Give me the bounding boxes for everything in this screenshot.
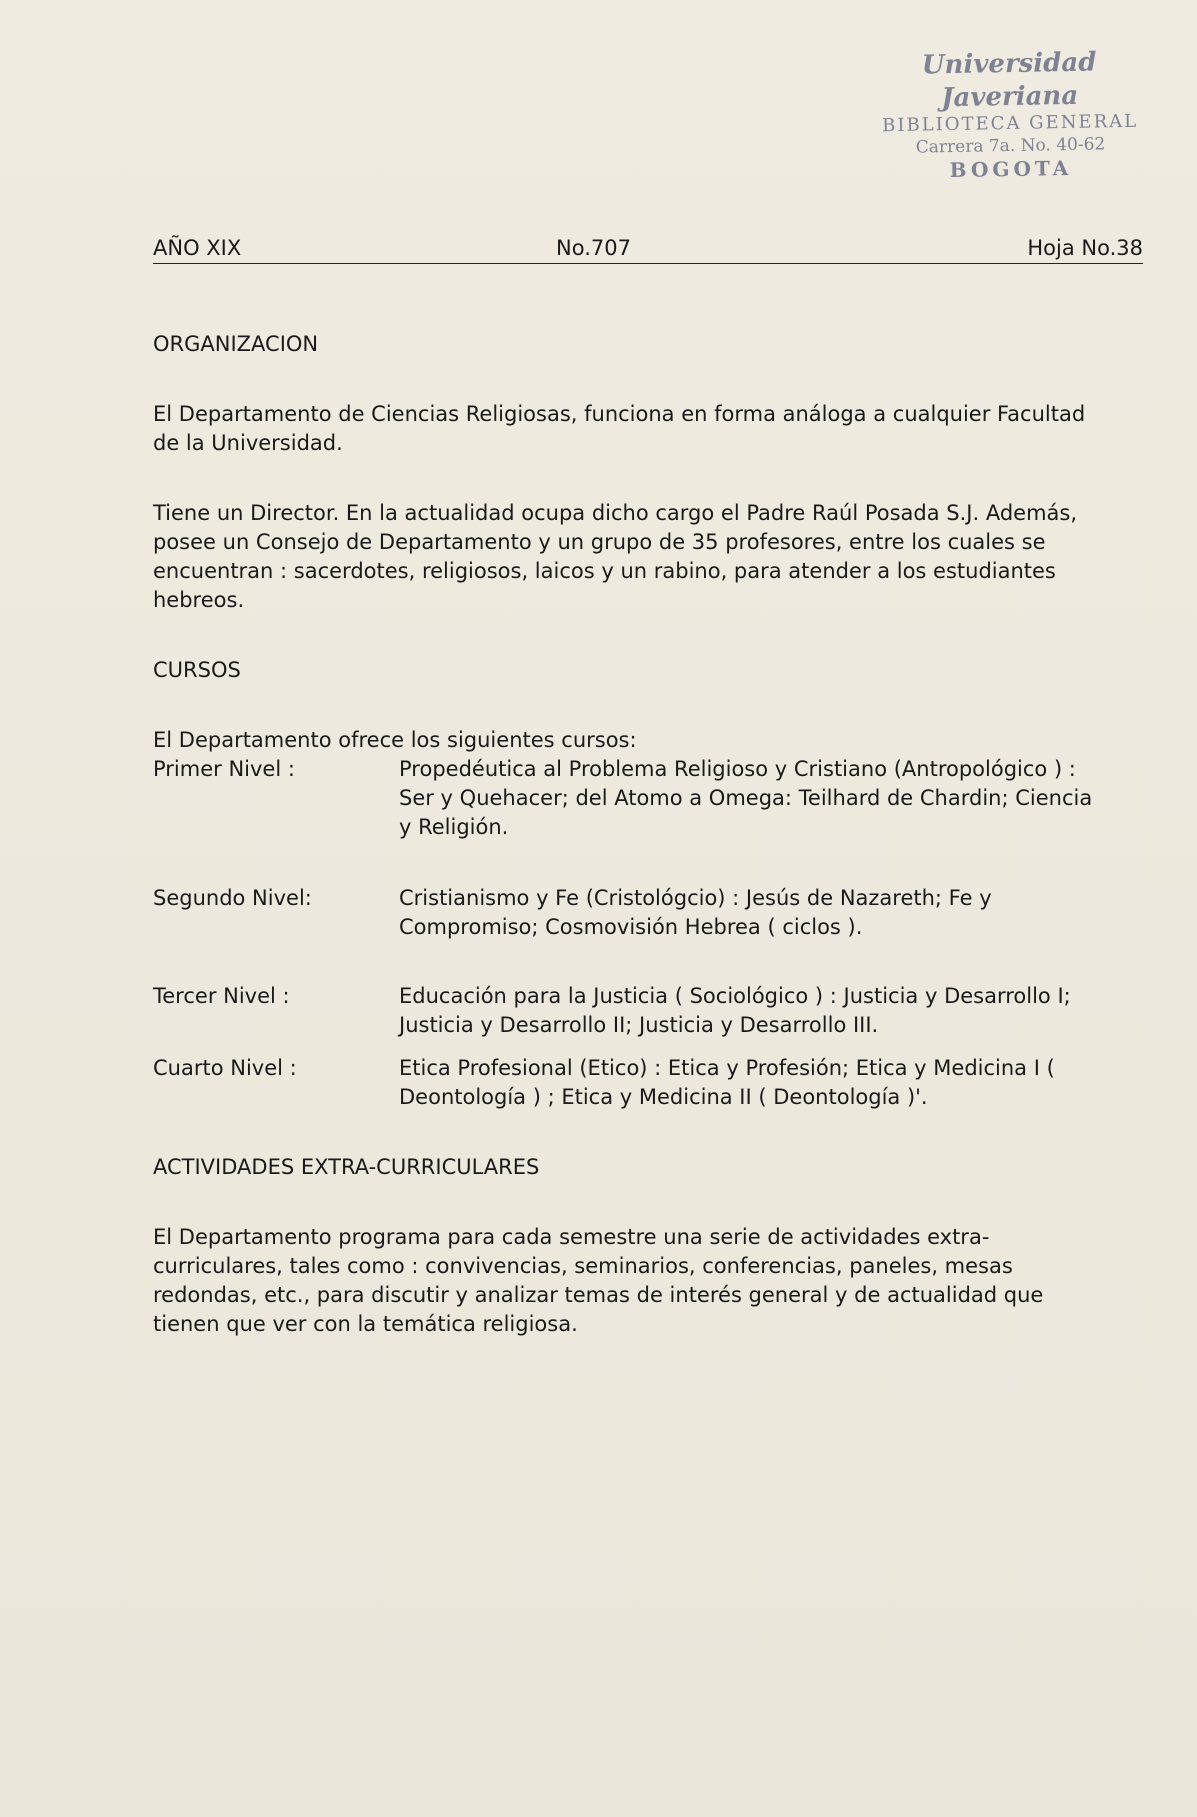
course-level-text: Cristianismo y Fe (Cristológcio) : Jesús de Nazareth; Fe y Compromiso; Cosmovisión Hebrea ( ciclos ). <box>399 886 992 939</box>
course-level-text: Educación para la Justicia ( Sociológico ) : Justicia y Desarrollo I; Justicia y Desarrollo II; Justicia y Desarrollo III. <box>399 984 1071 1037</box>
library-stamp <box>854 45 1166 184</box>
header-rule <box>153 263 1143 264</box>
header-number: No.707 <box>556 236 631 260</box>
document-body <box>153 330 1103 1339</box>
course-level-text: Propedéutica al Problema Religioso y Cristiano (Antropológico ) : Ser y Quehacer; del Atomo a Omega: Teilhard de Chardin; Ciencia y Religión. <box>399 757 1093 839</box>
course-level-label: Cuarto Nivel : <box>153 1056 297 1080</box>
header-year: AÑO XIX <box>153 236 242 260</box>
stamp-line-2: BIBLIOTECA GENERAL <box>882 110 1139 137</box>
course-level-label: Segundo Nivel: <box>153 886 312 910</box>
header-sheet: Hoja No.38 <box>1027 236 1143 260</box>
course-level-1 <box>153 755 1103 842</box>
course-level-label: Tercer Nivel : <box>153 984 290 1008</box>
organizacion-paragraph-1: El Departamento de Ciencias Religiosas, funciona en forma análoga a cualquier Facultad de la Universidad. <box>153 402 1086 455</box>
section-heading-organizacion: ORGANIZACION <box>153 332 319 356</box>
stamp-line-3: Carrera 7a. No. 40-62 <box>915 133 1106 158</box>
page-header <box>153 236 1143 264</box>
cursos-intro: El Departamento ofrece los siguientes cursos: <box>153 728 637 752</box>
course-level-3 <box>153 982 1103 1040</box>
organizacion-paragraph-2: Tiene un Director. En la actualidad ocupa dicho cargo el Padre Raúl Posada S.J. Además, posee un Consejo de Departamento y un grupo de 35 profesores, entre los cuales se encuentran : sacerdotes, religiosos, laicos y un rabino, para atender a los estudiantes hebreos. <box>153 501 1078 612</box>
section-heading-actividades: ACTIVIDADES EXTRA-CURRICULARES <box>153 1155 540 1179</box>
course-level-2 <box>153 884 1103 942</box>
stamp-line-4: BOGOTA <box>949 155 1073 182</box>
stamp-line-1: Universidad Javeriana <box>921 47 1097 113</box>
course-level-text: Etica Profesional (Etico) : Etica y Profesión; Etica y Medicina I ( Deontología ) ; Etica y Medicina II ( Deontología )'. <box>399 1056 1055 1109</box>
actividades-paragraph-1: El Departamento programa para cada semestre una serie de actividades extra-curriculares, tales como : convivencias, seminarios, conferencias, paneles, mesas redondas, etc., para discutir y analizar temas de interés general y de actualidad que tienen que ver con la temática religiosa. <box>153 1225 1044 1336</box>
section-heading-cursos: CURSOS <box>153 658 241 682</box>
course-level-label: Primer Nivel : <box>153 757 295 781</box>
course-level-4 <box>153 1054 1103 1112</box>
